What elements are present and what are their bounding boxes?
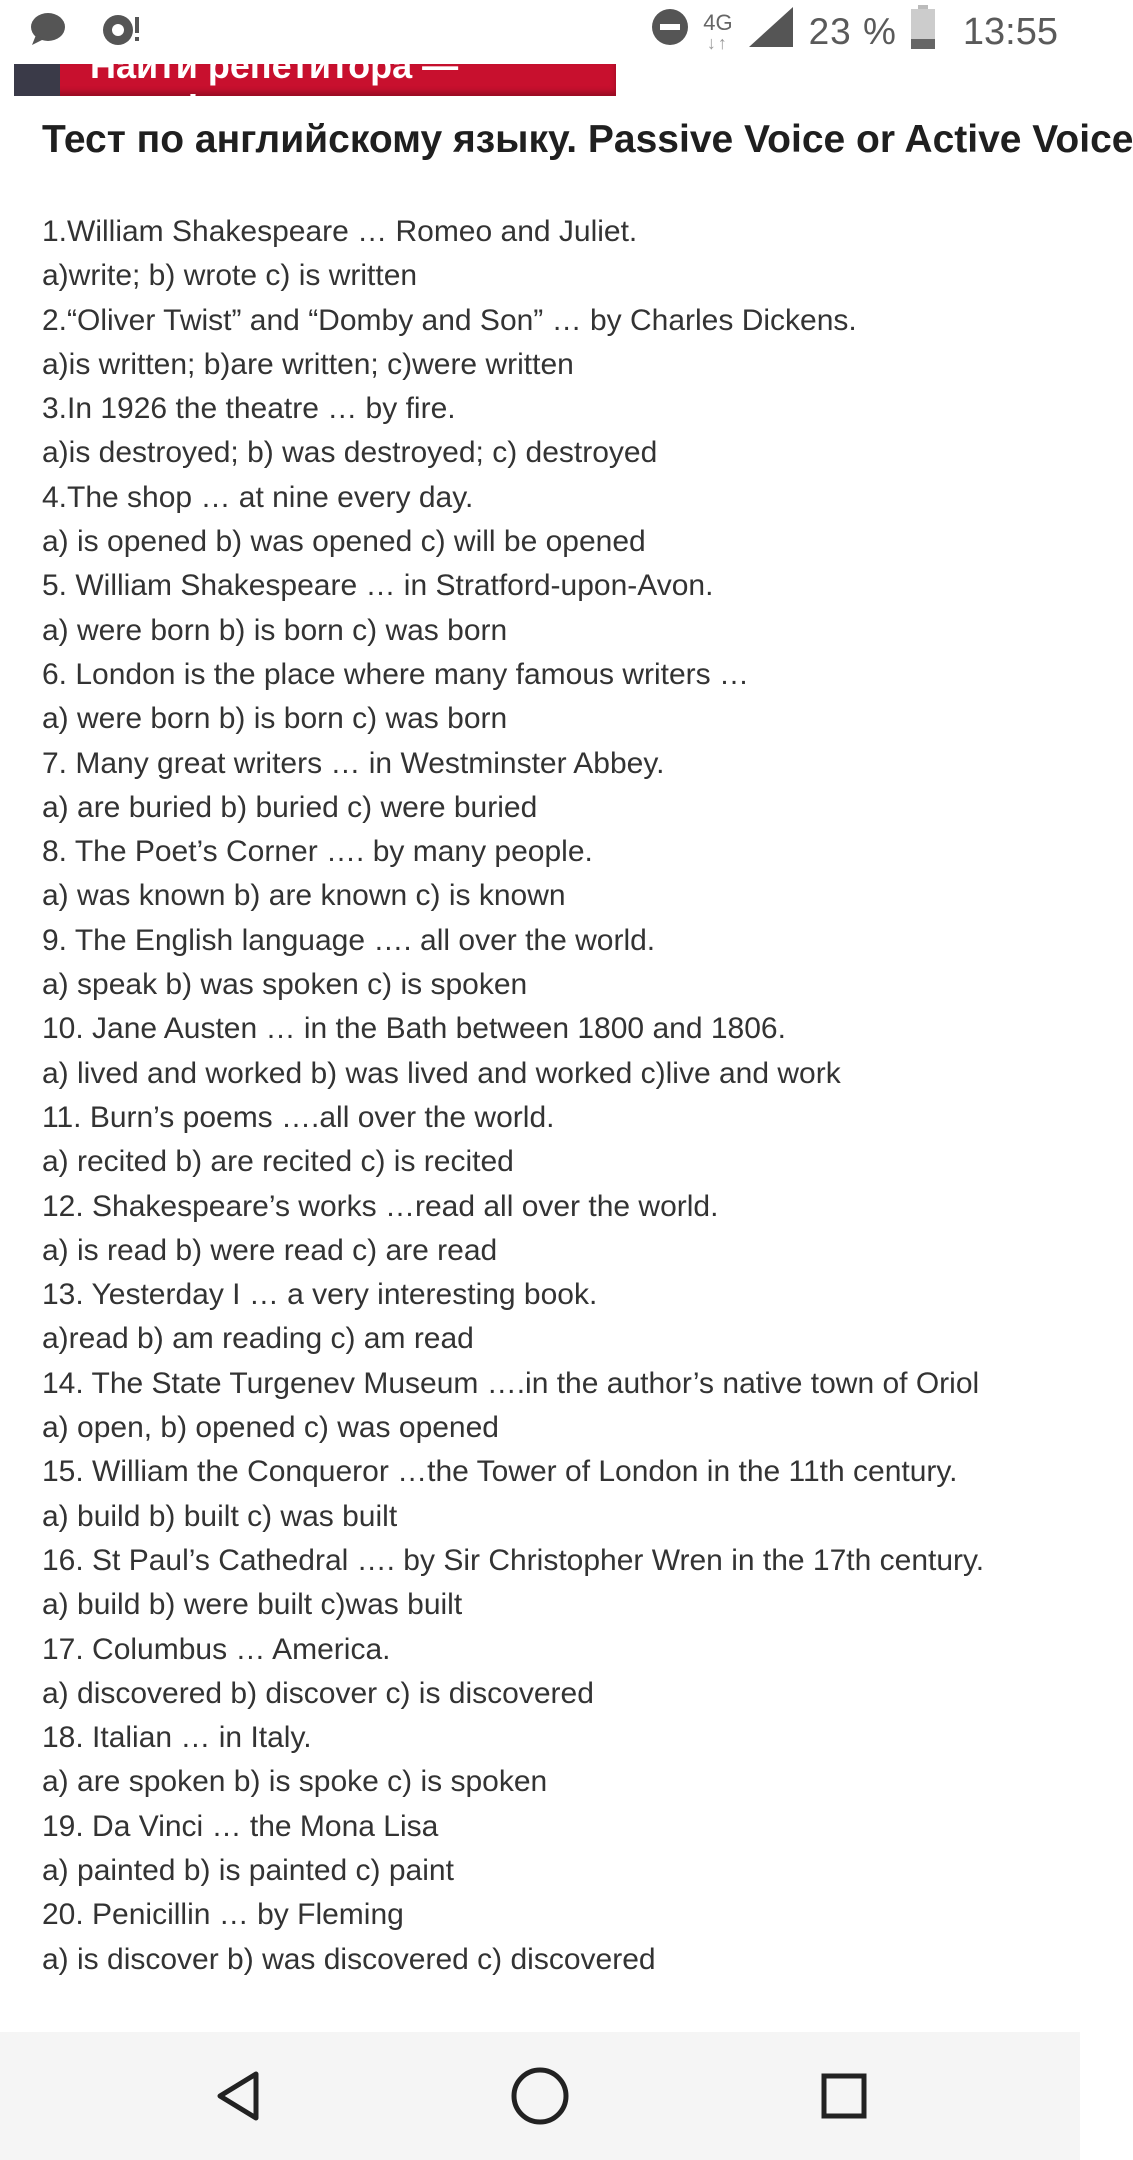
answer-options-line: a)is written; b)are written; c)were written — [42, 347, 574, 381]
answer-options-line: a) build b) were built c)was built — [42, 1588, 463, 1622]
page-title: Тест по английскому языку. Passive Voice or Active Voice — [42, 118, 1133, 161]
answer-options-line: a) was known b) are known c) is known — [42, 879, 566, 913]
question-line: 12. Shakespeare’s works …read all over the world. — [42, 1189, 719, 1223]
answer-options-line: a) painted b) is painted c) paint — [42, 1853, 454, 1887]
question-line: 19. Da Vinci … the Mona Lisa — [42, 1809, 439, 1843]
question-line: 3.In 1926 the theatre … by fire. — [42, 392, 456, 426]
recents-button[interactable] — [812, 2066, 876, 2130]
answer-options-line: a) is discover b) was discovered c) discovered — [42, 1942, 656, 1976]
question-line: 1.William Shakespeare … Romeo and Juliet. — [42, 215, 638, 248]
question-line: 6. London is the place where many famous writers … — [42, 657, 750, 691]
answer-options-line: a) is opened b) was opened c) will be opened — [42, 525, 646, 559]
network-indicator — [703, 12, 732, 52]
answer-options-line: a) are spoken b) is spoke c) is spoken — [42, 1765, 548, 1799]
question-line: 5. William Shakespeare … in Stratford-upon-Avon. — [42, 569, 714, 603]
ad-banner-image — [14, 64, 60, 96]
ad-banner[interactable] — [14, 45, 616, 127]
question-line: 7. Many great writers … in Westminster Abbey. — [42, 746, 665, 780]
clock: 13:55 — [962, 10, 1058, 53]
question-line: 8. The Poet’s Corner …. by many people. — [42, 835, 593, 869]
answer-options-line: a)is destroyed; b) was destroyed; c) destroyed — [42, 436, 658, 470]
question-line: 17. Columbus … America. — [42, 1632, 391, 1666]
network-type: 4G — [703, 10, 733, 35]
battery-icon — [911, 5, 935, 59]
ad-banner-text: Найти репетитора — — [90, 45, 459, 86]
question-line: 16. St Paul’s Cathedral …. by Sir Christopher Wren in the 17th century. — [42, 1543, 985, 1577]
chat-bubble-icon — [28, 11, 68, 54]
question-line: 18. Italian … in Italy. — [42, 1721, 312, 1755]
navigation-bar — [0, 2032, 1080, 2160]
answer-options-line: a) were born b) is born c) was born — [42, 613, 508, 647]
answer-options-line: a) is read b) were read c) are read — [42, 1233, 498, 1267]
ad-banner-text-secondary: легко! — [90, 86, 199, 127]
do-not-disturb-icon — [651, 8, 689, 56]
status-bar-right — [651, 6, 1058, 58]
answer-options-line: a)write; b) wrote c) is written — [42, 259, 418, 293]
answer-options-line: a) discovered b) discover c) is discovered — [42, 1676, 594, 1710]
question-line: 14. The State Turgenev Museum ….in the author’s native town of Oriol — [42, 1366, 980, 1400]
question-line: 20. Penicillin … by Fleming — [42, 1898, 404, 1932]
answer-options-line: a) speak b) was spoken c) is spoken — [42, 968, 528, 1002]
test-list — [42, 210, 1062, 1982]
answer-options-line: a) lived and worked b) was lived and worked c)live and work — [42, 1056, 841, 1090]
question-line: 2.“Oliver Twist” and “Domby and Son” … by Charles Dickens. — [42, 303, 857, 337]
answer-options-line: a)read b) am reading c) am read — [42, 1322, 474, 1356]
question-line: 10. Jane Austen … in the Bath between 1800 and 1806. — [42, 1012, 786, 1046]
question-line: 13. Yesterday I … a very interesting book. — [42, 1278, 598, 1312]
question-line: 11. Burn’s poems ….all over the world. — [42, 1100, 555, 1134]
question-line: 9. The English language …. all over the world. — [42, 923, 656, 957]
answer-options-line: a) recited b) are recited c) is recited — [42, 1145, 514, 1179]
back-icon — [214, 2070, 262, 2127]
recents-icon — [821, 2073, 867, 2124]
signal-icon — [747, 5, 795, 59]
back-button[interactable] — [206, 2066, 270, 2130]
answer-options-line: a) open, b) opened c) was opened — [42, 1411, 499, 1445]
question-line: 15. William the Conqueror …the Tower of London in the 11th century. — [42, 1455, 958, 1489]
answer-options-line: a) were born b) is born c) was born — [42, 702, 508, 736]
home-button[interactable] — [508, 2066, 572, 2130]
network-arrows: ↓↑ — [706, 33, 729, 53]
question-line: 4.The shop … at nine every day. — [42, 480, 474, 514]
home-icon — [510, 2066, 570, 2131]
answer-options-line: a) are buried b) buried c) were buried — [42, 790, 538, 824]
answer-options-line: a) build b) built c) was built — [42, 1499, 398, 1533]
battery-percent: 23 % — [808, 11, 897, 52]
